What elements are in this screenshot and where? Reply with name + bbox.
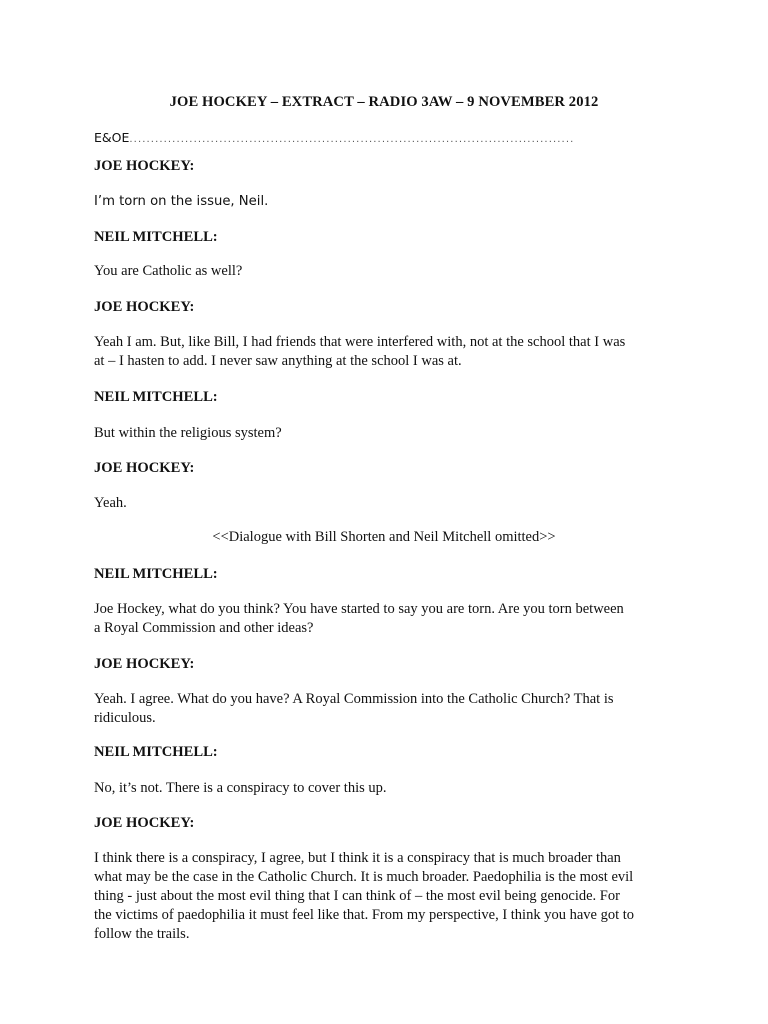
speech-text: But within the religious system? <box>94 425 282 441</box>
speech-text: Yeah. <box>94 495 127 511</box>
speaker-label: JOE HOCKEY: <box>94 815 195 831</box>
eoe-line <box>94 130 624 146</box>
speaker-label: JOE HOCKEY: <box>94 299 195 315</box>
speech-line: Yeah. I agree. What do you have? A Royal Commission into the Catholic Church? That is <box>94 691 614 707</box>
document-title: JOE HOCKEY – EXTRACT – RADIO 3AW – 9 NOVEMBER 2012 <box>169 94 599 110</box>
speaker-label: JOE HOCKEY: <box>94 158 195 174</box>
speech-line: what may be the case in the Catholic Church. It is much broader. Paedophilia is the most evil <box>94 869 634 885</box>
speaker-label: NEIL MITCHELL: <box>94 566 218 582</box>
speech-line: at – I hasten to add. I never saw anything at the school I was at. <box>94 353 462 369</box>
speech-line: Yeah I am. But, like Bill, I had friends that were interfered with, not at the school that I was <box>94 334 626 350</box>
omitted-note: <<Dialogue with Bill Shorten and Neil Mitchell omitted>> <box>212 529 556 545</box>
speech-line: follow the trails. <box>94 926 190 942</box>
speaker-label: JOE HOCKEY: <box>94 460 195 476</box>
speech-line: ridiculous. <box>94 710 156 726</box>
speech-line: a Royal Commission and other ideas? <box>94 620 314 636</box>
speaker-label: JOE HOCKEY: <box>94 656 195 672</box>
speech-line: I think there is a conspiracy, I agree, but I think it is a conspiracy that is much broader than <box>94 850 621 866</box>
speaker-label: NEIL MITCHELL: <box>94 389 218 405</box>
eoe-dots: ........................................................................................................ <box>129 134 575 145</box>
speech-text: No, it’s not. There is a conspiracy to cover this up. <box>94 780 387 796</box>
speech-text <box>94 600 684 638</box>
speaker-label: NEIL MITCHELL: <box>94 229 218 245</box>
speech-line: the victims of paedophilia it must feel like that. From my perspective, I think you have got to <box>94 907 635 923</box>
speech-line: Joe Hockey, what do you think? You have started to say you are torn. Are you torn between <box>94 601 624 617</box>
speech-text: You are Catholic as well? <box>94 263 243 279</box>
speaker-label: NEIL MITCHELL: <box>94 744 218 760</box>
speech-text <box>94 849 684 944</box>
speech-text <box>94 690 684 728</box>
speech-text: I’m torn on the issue, Neil. <box>94 194 269 209</box>
eoe-label: E&OE <box>94 130 130 145</box>
speech-line: thing - just about the most evil thing that I can think of – the most evil being genocide. For <box>94 888 620 904</box>
speech-text <box>94 333 684 371</box>
